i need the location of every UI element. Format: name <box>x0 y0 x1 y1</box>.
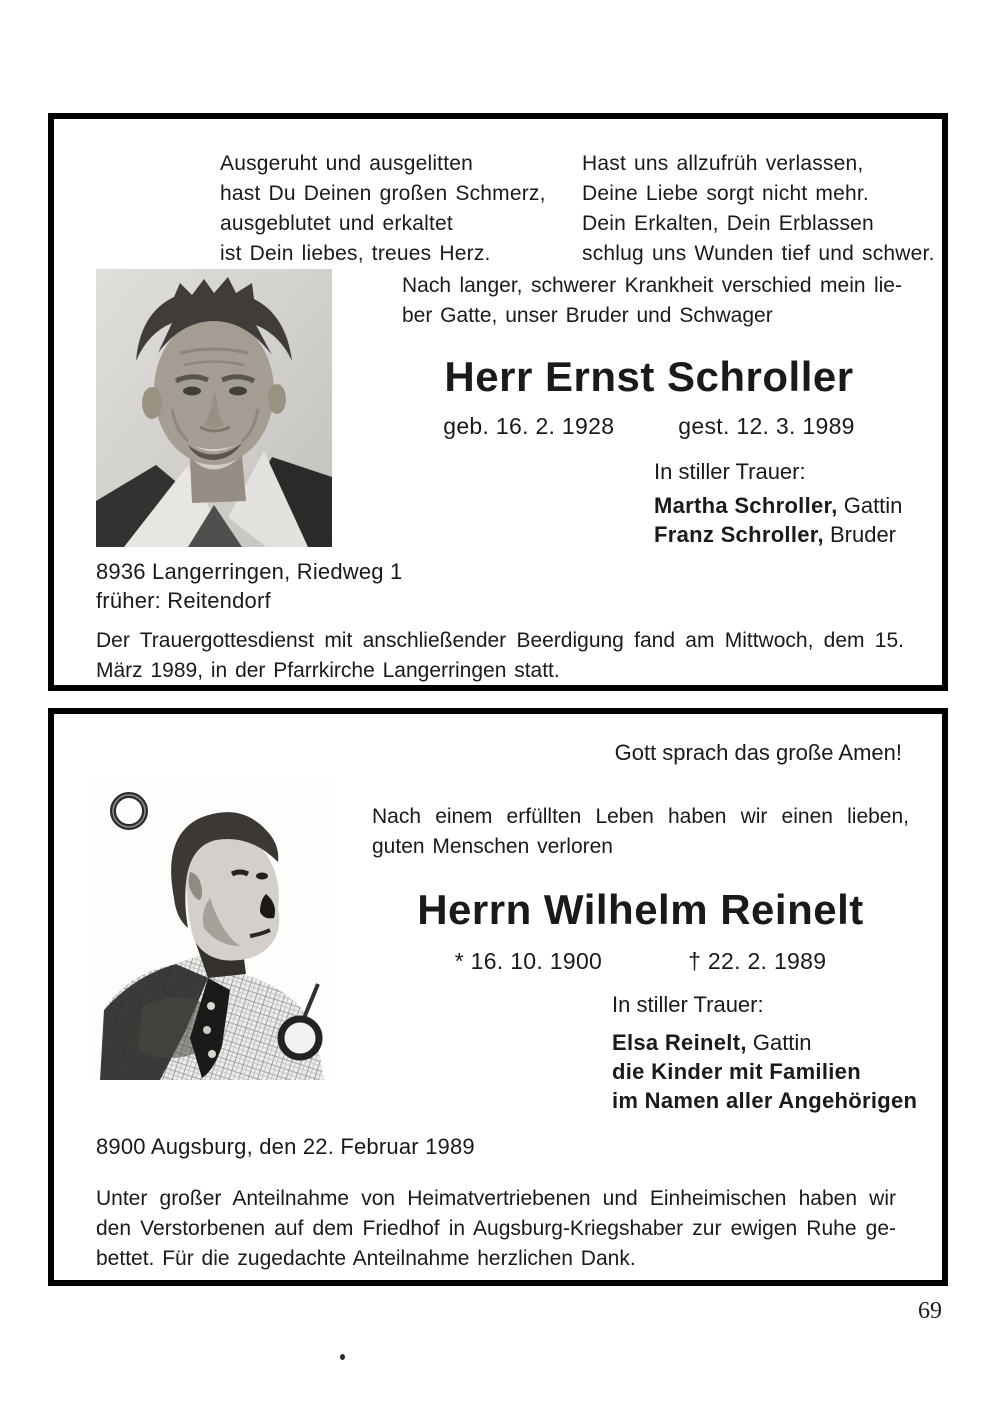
life-dates <box>372 948 909 975</box>
birth-date: * 16. 10. 1900 <box>454 948 603 974</box>
mourner-line <box>654 520 902 549</box>
scan-speck <box>340 1354 345 1360</box>
memorial-poem-right-column <box>582 149 935 269</box>
closing-text: Der Trauergottesdienst mit anschließender Beerdigung fand am Mittwoch, dem 15. März 1989, in der Pfarrkirche Langerringen statt. <box>96 629 904 682</box>
address-line: 8936 Langerringen, Riedweg 1 <box>96 559 403 584</box>
address-line: 8900 Augsburg, den 22. Februar 1989 <box>96 1134 475 1159</box>
memorial-poem-left-column <box>220 149 546 269</box>
page-number: 69 <box>918 1298 942 1324</box>
poem-line: schlug uns Wunden tief und schwer. <box>582 242 935 265</box>
deceased-name: Herr Ernst Schroller <box>444 353 854 400</box>
life-dates <box>402 413 896 440</box>
mourning-label: In stiller Trauer: <box>654 459 806 484</box>
poem-line: Hast uns allzufrüh verlassen, <box>582 152 864 175</box>
obituary-notice-schroller <box>48 113 948 691</box>
mourner-line <box>612 1086 917 1115</box>
intro-text: Nach langer, schwerer Krankheit verschied mein lieber Gatte, unser Bruder und Schwager <box>402 274 902 327</box>
poem-line: Dein Erkalten, Dein Erblassen <box>582 212 874 235</box>
mourner-name: im Namen aller Angehörigen <box>612 1088 918 1113</box>
portrait-photo-reinelt <box>90 778 336 1080</box>
poem-line: Deine Liebe sorgt nicht mehr. <box>582 182 869 205</box>
poem-line: ausgeblutet und erkaltet <box>220 212 453 235</box>
death-date: † 22. 2. 1989 <box>688 948 827 974</box>
poem-line: ist Dein liebes, treues Herz. <box>220 242 491 265</box>
mourners-list <box>612 1028 917 1115</box>
mourner-line <box>612 1028 917 1057</box>
motto-text: Gott sprach das große Amen! <box>614 740 902 765</box>
mourning-label: In stiller Trauer: <box>612 992 764 1017</box>
mourner-relation: Bruder <box>823 522 897 547</box>
poem-line: Ausgeruht und ausgelitten <box>220 152 474 175</box>
death-date: gest. 12. 3. 1989 <box>678 413 855 439</box>
intro-text: Nach einem erfüllten Leben haben wir einen lieben, guten Menschen verloren <box>372 805 909 858</box>
birth-date: geb. 16. 2. 1928 <box>443 413 615 439</box>
closing-text: Unter großer Anteilnahme von Heimatvertriebenen und Einheimischen haben wir den Verstorbenen auf dem Friedhof in Augsburg-Kriegshaber zur ewigen Ruhe gebettet. Für die zugedachte Anteilnahme herzlichen Dank. <box>96 1187 896 1270</box>
mourner-name: Elsa Reinelt, <box>612 1030 747 1055</box>
mourners-list <box>654 491 902 549</box>
mourner-name: Franz Schroller, <box>654 522 824 547</box>
mourner-relation: Gattin <box>837 493 903 518</box>
former-residence: früher: Reitendorf <box>96 588 271 613</box>
deceased-name: Herrn Wilhelm Reinelt <box>417 886 864 933</box>
obituary-notice-reinelt <box>48 708 948 1286</box>
mourner-relation: Gattin <box>746 1030 812 1055</box>
poem-line: hast Du Deinen großen Schmerz, <box>220 182 546 205</box>
mourner-name: die Kinder mit Familien <box>612 1059 861 1084</box>
portrait-photo-schroller <box>96 269 332 547</box>
mourner-name: Martha Schroller, <box>654 493 838 518</box>
mourner-line <box>612 1057 917 1086</box>
mourner-line <box>654 491 902 520</box>
